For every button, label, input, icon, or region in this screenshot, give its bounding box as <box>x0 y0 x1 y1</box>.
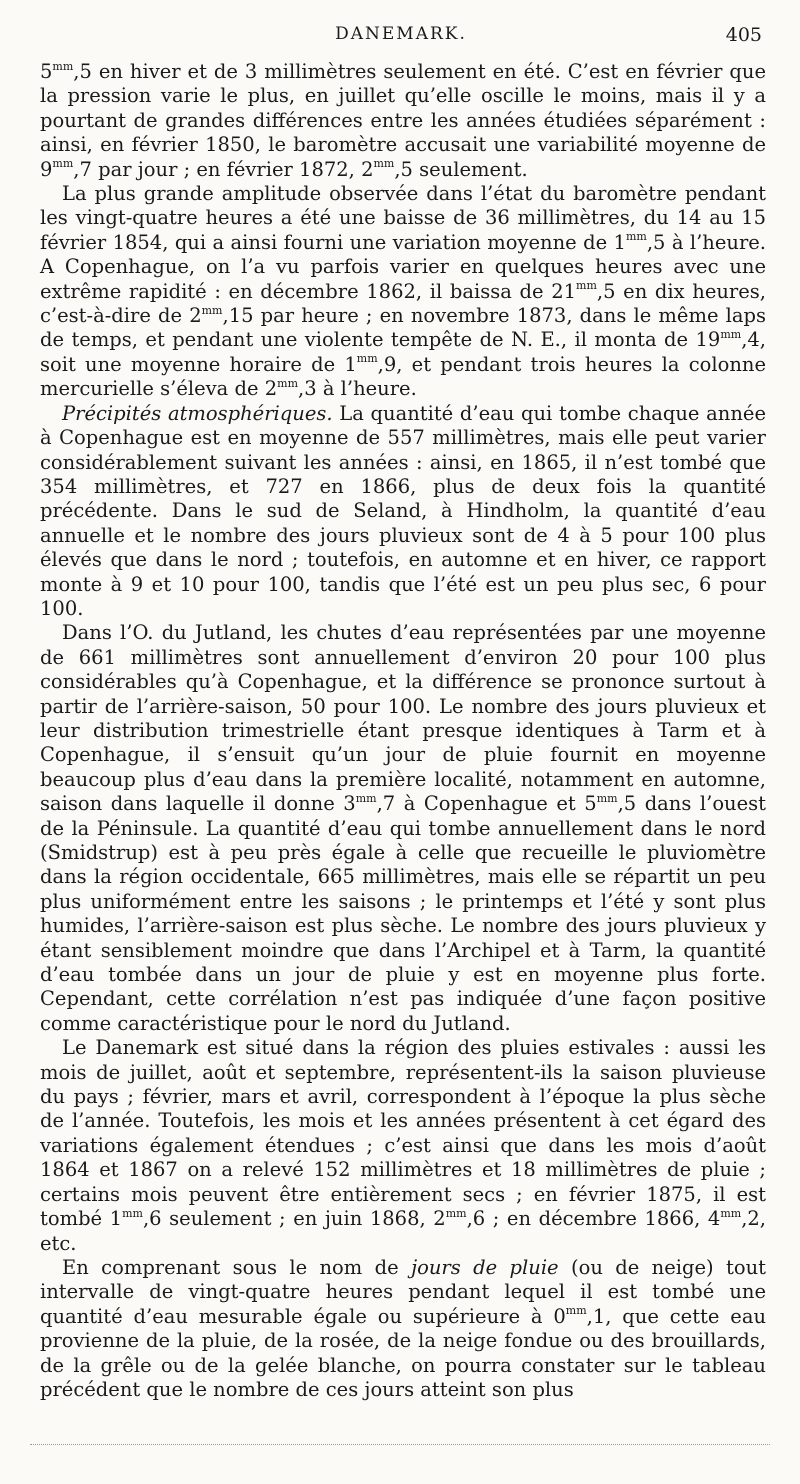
page-header <box>40 24 762 54</box>
paragraph-barometer-amplitude: La plus grande amplitude observée dans l’état du baromètre pendant les vingt-quatre heures a été une baisse de 36 millimètres, du 14 au 15 février 1854, qui a ainsi fourni une variation moyenne de $1^{mm},5$ à l’heure. A Copenhague, on l’a vu parfois varier en quelques heures avec une extrême rapidité : en décembre 1862, il baissa de $21^{mm},5$ en dix heures, c’est-à-dire de $2^{mm},15$ par heure ; en novembre 1873, dans le même laps de temps, et pendant une violente tempête de N. E., il monta de $19^{mm},4$, soit une moyenne horaire de $1^{mm},9$, et pendant trois heures la colonne mercurielle s’éleva de $2^{mm},3$ à l’heure. <box>40 182 767 401</box>
page-number: 405 <box>725 24 762 46</box>
body-text <box>40 60 766 1402</box>
paragraph-pressure-variation: $5^{mm},5$ en hiver et de 3 millimètres seulement en été. C’est en février que la pression varie le plus, en juillet qu’elle oscille le moins, mais il y a pourtant de grandes différences entre les années étudiées séparément : ainsi, en février 1850, le baromètre accusait une variabilité moyenne de $9^{mm},7$ par jour ; en février 1872, $2^{mm},5$ seulement. <box>40 59 766 181</box>
paragraph-rain-days: En comprenant sous le nom de jours de pluie (ou de neige) tout intervalle de vingt-quatre heures pendant lequel il est tombé une quantité d’eau mesurable égale ou supérieure à $0^{mm},1$, que cette eau provienne de la pluie, de la rosée, de la neige fondue ou des brouillards, de la grêle ou de la gelée blanche, on pourra constater sur le tableau précédent que le nombre de ces jours atteint son plus <box>40 1255 766 1401</box>
paragraph-summer-rains: Le Danemark est situé dans la région des pluies estivales : aussi les mois de juillet, août et septembre, représentent-ils la saison pluvieuse du pays ; février, mars et avril, correspondent à l’époque la plus sèche de l’année. Toutefois, les mois et les années présentent à cet égard des variations également étendues ; c’est ainsi que dans les mois d’août 1864 et 1867 on a relevé 152 millimètres et 18 millimètres de pluie ; certains mois peuvent être entièrement secs ; en février 1875, il est tombé $1^{mm},6$ seulement ; en juin 1868, $2^{mm},6$ ; en décembre 1866, $4^{mm},2$, etc. <box>40 1036 766 1255</box>
paragraph-precipitation: Précipités atmosphériques. La quantité d’eau qui tombe chaque année à Copenhague est en moyenne de 557 millimètres, mais elle peut varier considérablement suivant les années : ainsi, en 1865, il n’est tombé que 354 millimètres, et 727 en 1866, plus de deux fois la quantité précédente. Dans le sud de Seland, à Hindholm, la quantité d’eau annuelle et le nombre des jours pluvieux sont de 4 à 5 pour 100 plus élevés que dans le nord ; toutefois, en automne et en hiver, ce rapport monte à 9 et 10 pour 100, tandis que l’été est un peu plus sec, 6 pour 100. <box>40 401 766 620</box>
section-run-in-heading: Précipités atmosphériques. <box>62 401 333 425</box>
paragraph-jutland: Dans l’O. du Jutland, les chutes d’eau représentées par une moyenne de 661 millimètres sont annuellement d’environ 20 pour 100 plus considérables qu’à Copenhague, et la différence se prononce surtout à partir de l’arrière-saison, 50 pour 100. Le nombre des jours pluvieux et leur distribution trimestrielle étant presque identiques à Tarm et à Copenhague, il s’ensuit qu’un jour de pluie fournit en moyenne beaucoup plus d’eau dans la première localité, notamment en automne, saison dans laquelle il donne $3^{mm},7$ à Copenhague et $5^{mm},5$ dans l’ouest de la Péninsule. La quantité d’eau qui tombe annuellement dans le nord (Smidstrup) est à peu près égale à celle que recueille le pluviomètre dans la région occidentale, 665 millimètres, mais elle se répartit un peu plus uniformément entre les saisons ; le printemps et l’été y sont plus humides, l’arrière-saison est plus sèche. Le nombre des jours pluvieux y étant sensiblement moindre que dans l’Archipel et à Tarm, la quantité d’eau tombée dans un jour de pluie y est en moyenne plus forte. Cependant, cette corrélation n’est pas indiquée d’une façon positive comme caractéristique pour le nord du Jutland. <box>40 621 767 1035</box>
page-bottom-rule <box>30 1444 770 1449</box>
running-title: DANEMARK. <box>335 24 467 44</box>
